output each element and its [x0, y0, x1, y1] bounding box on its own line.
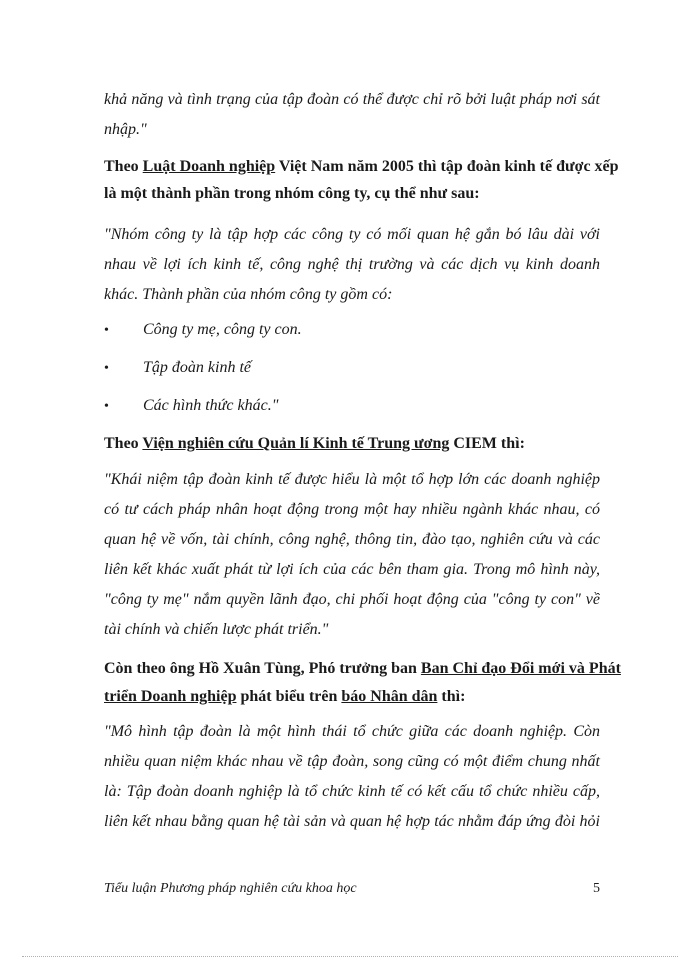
quote-line: nhau về lợi ích kinh tế, công nghệ thị trường và các dịch vụ kinh doanh	[104, 256, 600, 273]
text: phát biểu trên	[236, 688, 342, 705]
link-ban-chi-dao[interactable]: Ban Chỉ đạo Đổi mới và Phát	[420, 660, 621, 677]
paragraph-line: là một thành phần trong nhóm công ty, cụ thể như sau:	[104, 185, 480, 202]
text: Việt Nam năm 2005 thì tập đoàn kinh tế được xếp	[275, 158, 619, 175]
link-vien-nghien-cuu[interactable]: Viện nghiên cứu Quản lí Kinh tế Trung ương	[142, 435, 450, 452]
list-item: Tập đoàn kinh tế	[143, 359, 251, 376]
page-footer	[104, 880, 600, 898]
quote-line: có tư cách pháp nhân hoạt động trong một hay nhiều ngành khác nhau, có	[104, 501, 600, 518]
quote-line: liên kết khác xuất phát từ lợi ích của các bên tham gia. Trong mô hình này,	[104, 561, 600, 578]
quote-line: "Nhóm công ty là tập hợp các công ty có mối quan hệ gắn bó lâu dài với	[104, 226, 600, 243]
bullet-icon: •	[104, 399, 109, 414]
quote-line: quan hệ về vốn, tài chính, công nghệ, thông tin, đào tạo, nghiên cứu và các	[104, 531, 600, 548]
paragraph-line	[104, 157, 619, 177]
quote-line: "Mô hình tập đoàn là một hình thái tổ chức giữa các doanh nghiệp. Còn	[104, 723, 600, 740]
bullet-icon: •	[104, 323, 109, 338]
link-luat-doanh-nghiep[interactable]: Luật Doanh nghiệp	[142, 158, 276, 175]
paragraph-line: nhập."	[104, 121, 147, 138]
list-item: Công ty mẹ, công ty con.	[143, 321, 302, 338]
paragraph-line	[104, 434, 600, 454]
text: CIEM thì:	[449, 435, 525, 452]
quote-line: khác. Thành phần của nhóm công ty gồm có:	[104, 286, 393, 303]
quote-line: liên kết nhau bằng quan hệ tài sản và quan hệ hợp tác nhằm đáp ứng đòi hỏi	[104, 813, 600, 830]
footer-title: Tiểu luận Phương pháp nghiên cứu khoa học	[104, 881, 357, 896]
page-number: 5	[593, 881, 600, 896]
quote-line: nhiều quan niệm khác nhau về tập đoàn, song cũng có một điểm chung nhất	[104, 753, 600, 770]
link-ban-chi-dao[interactable]: triển Doanh nghiệp	[104, 688, 237, 705]
paragraph-line	[104, 687, 600, 707]
quote-line: "công ty mẹ" nắm quyền lãnh đạo, chi phối hoạt động của "công ty con" về	[104, 591, 600, 608]
text: Theo	[104, 435, 143, 452]
text: Còn theo ông Hồ Xuân Tùng, Phó trưởng ban	[104, 660, 421, 677]
text: thì:	[437, 688, 466, 705]
bullet-icon: •	[104, 361, 109, 376]
page-divider	[22, 956, 678, 957]
list-item: Các hình thức khác."	[143, 397, 279, 414]
link-bao-nhan-dan[interactable]: báo Nhân dân	[341, 688, 438, 705]
quote-line: "Khái niệm tập đoàn kinh tế được hiểu là một tổ hợp lớn các doanh nghiệp	[104, 471, 600, 488]
paragraph-line: khả năng và tình trạng của tập đoàn có thể được chỉ rõ bởi luật pháp nơi sát	[104, 91, 600, 108]
paragraph-line	[104, 659, 621, 679]
quote-line: là: Tập đoàn doanh nghiệp là tổ chức kinh tế có kết cấu tổ chức nhiều cấp,	[104, 783, 600, 800]
quote-line: tài chính và chiến lược phát triển."	[104, 621, 329, 638]
text: Theo	[104, 158, 143, 175]
